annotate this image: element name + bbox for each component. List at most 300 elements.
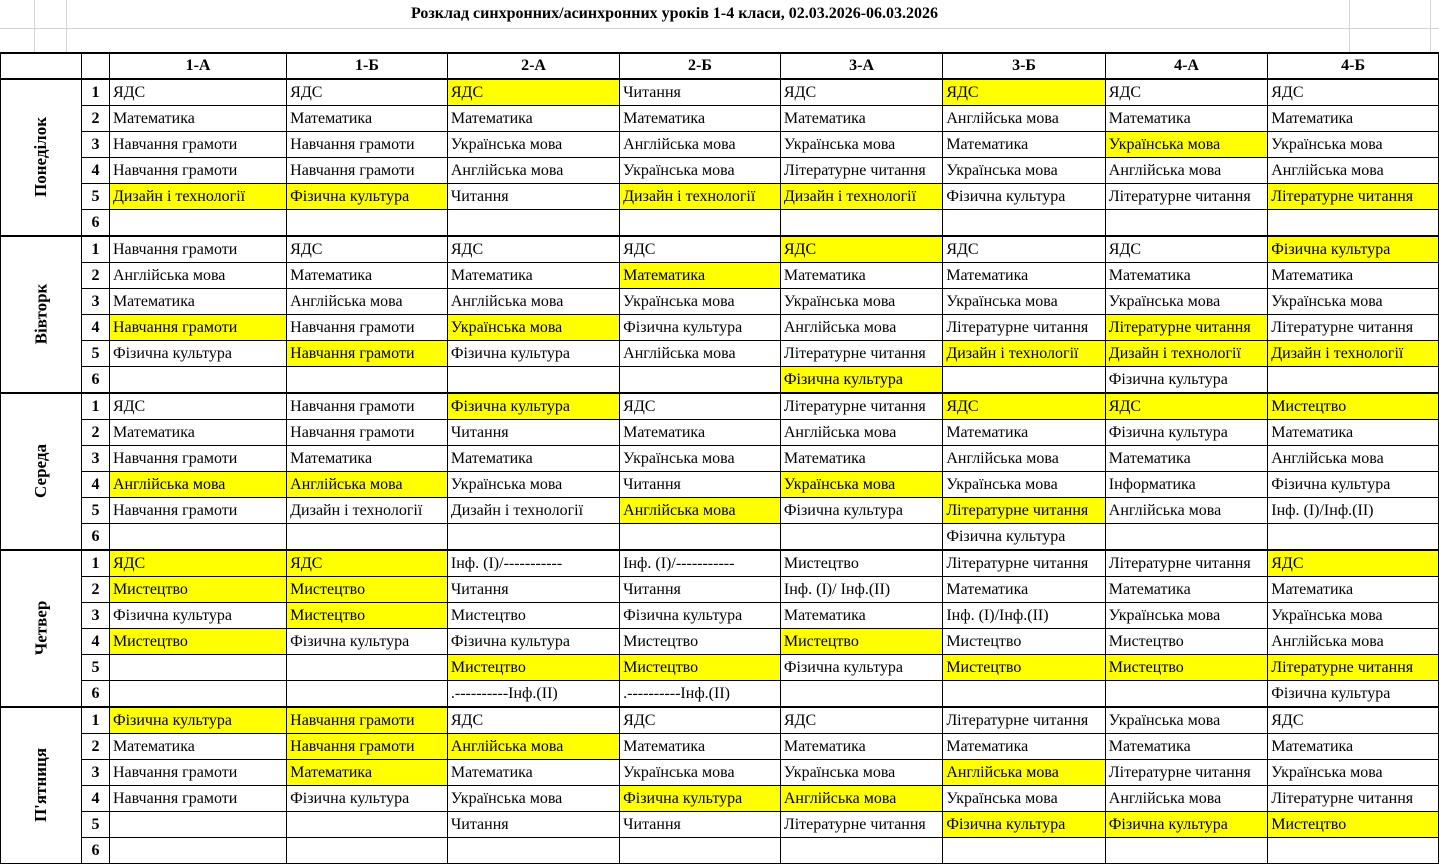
subject-cell: Дизайн і технології [109,184,286,210]
lesson-number: 4 [82,472,110,498]
subject-cell [109,838,286,864]
subject-cell [447,838,619,864]
subject-cell: Дизайн і технології [620,184,781,210]
subject-cell: ЯДС [943,393,1105,420]
subject-cell: Мистецтво [109,629,286,655]
subject-cell: Англійська мова [780,315,942,341]
subject-cell: Українська мова [620,158,781,184]
subject-cell: Математика [1105,106,1267,132]
lesson-row [1,289,1439,315]
subject-cell: Українська мова [1105,707,1267,734]
subject-cell: Читання [447,812,619,838]
subject-cell: Математика [109,420,286,446]
subject-cell: Літературне читання [943,550,1105,577]
lesson-number: 2 [82,263,110,289]
subject-cell: .----------Інф.(ІІ) [620,681,781,708]
subject-cell: ЯДС [109,550,286,577]
subject-cell: Інф. (І)/----------- [447,550,619,577]
subject-cell: Математика [287,446,448,472]
subject-cell [1268,838,1439,864]
day-label [1,79,82,236]
subject-cell: Літературне читання [1268,315,1439,341]
subject-cell: Літературне читання [780,341,942,367]
subject-cell: Мистецтво [1268,812,1439,838]
subject-cell: Навчання грамоти [109,132,286,158]
subject-cell: Літературне читання [1105,550,1267,577]
subject-cell: Мистецтво [447,603,619,629]
subject-cell [780,681,942,708]
subject-cell: Англійська мова [943,446,1105,472]
subject-cell: Дизайн і технології [287,498,448,524]
subject-cell: Англійська мова [447,158,619,184]
subject-cell: Фізична культура [620,315,781,341]
subject-cell: Мистецтво [620,655,781,681]
subject-cell: ЯДС [287,79,448,106]
corner-cell [1,53,82,79]
lesson-row [1,420,1439,446]
subject-cell: ЯДС [780,236,942,263]
subject-cell: Літературне читання [943,707,1105,734]
subject-cell [620,524,781,551]
subject-cell [1268,367,1439,394]
lesson-number: 1 [82,79,110,106]
lesson-number: 5 [82,655,110,681]
subject-cell [780,524,942,551]
subject-cell: Читання [620,472,781,498]
class-header: 4-Б [1268,53,1439,79]
subject-cell: Англійська мова [1105,498,1267,524]
lesson-number: 2 [82,577,110,603]
lesson-number: 6 [82,210,110,237]
lesson-row [1,734,1439,760]
lesson-number: 3 [82,132,110,158]
subject-cell: Мистецтво [287,603,448,629]
lesson-number: 4 [82,786,110,812]
subject-cell: Навчання грамоти [287,734,448,760]
subject-cell: ЯДС [943,236,1105,263]
subject-cell: Фізична культура [1105,367,1267,394]
subject-cell: ЯДС [1105,236,1267,263]
subject-cell: Мистецтво [1268,393,1439,420]
subject-cell: Навчання грамоти [287,707,448,734]
subject-cell [1105,524,1267,551]
subject-cell [1105,681,1267,708]
subject-cell: Літературне читання [1105,315,1267,341]
subject-cell [780,838,942,864]
subject-cell [943,367,1105,394]
lesson-number: 3 [82,760,110,786]
subject-cell [620,367,781,394]
subject-cell: Англійська мова [109,472,286,498]
subject-cell: Математика [1105,446,1267,472]
subject-cell: Інф. (І)/----------- [620,550,781,577]
day-label [1,393,82,550]
lesson-row [1,498,1439,524]
subject-cell: Фізична культура [620,603,781,629]
subject-cell [287,210,448,237]
lesson-number: 5 [82,341,110,367]
lesson-number: 1 [82,393,110,420]
lesson-number: 6 [82,838,110,864]
lesson-row [1,524,1439,551]
subject-cell: ЯДС [447,707,619,734]
subject-cell: Навчання грамоти [109,498,286,524]
subject-cell: Фізична культура [109,341,286,367]
subject-cell: ЯДС [1105,393,1267,420]
subject-cell [109,367,286,394]
subject-cell: Українська мова [620,760,781,786]
lesson-number: 1 [82,550,110,577]
subject-cell: Математика [1268,420,1439,446]
subject-cell: Математика [620,734,781,760]
lesson-row [1,838,1439,864]
subject-cell: ЯДС [447,236,619,263]
subject-cell: Українська мова [943,786,1105,812]
subject-cell: ЯДС [109,393,286,420]
subject-cell [287,681,448,708]
subject-cell [109,655,286,681]
subject-cell [1105,838,1267,864]
subject-cell: Українська мова [620,446,781,472]
subject-cell: Математика [943,420,1105,446]
lesson-row [1,629,1439,655]
subject-cell: ЯДС [1105,79,1267,106]
day-name: Понеділок [31,117,50,197]
subject-cell: Англійська мова [447,289,619,315]
subject-cell: Українська мова [447,786,619,812]
lesson-number: 1 [82,236,110,263]
lesson-number: 4 [82,629,110,655]
subject-cell [943,681,1105,708]
subject-cell: Українська мова [780,760,942,786]
lesson-row [1,446,1439,472]
class-header: 2-А [447,53,619,79]
subject-cell [287,655,448,681]
subject-cell: Мистецтво [780,550,942,577]
lesson-row [1,315,1439,341]
subject-cell: Літературне читання [780,393,942,420]
subject-cell [620,838,781,864]
subject-cell: Фізична культура [1268,681,1439,708]
lesson-number: 2 [82,420,110,446]
subject-cell: Англійська мова [943,106,1105,132]
lesson-row [1,655,1439,681]
subject-cell: Фізична культура [109,707,286,734]
subject-cell: ЯДС [109,79,286,106]
lesson-number: 4 [82,315,110,341]
subject-cell: Математика [287,760,448,786]
subject-cell: Українська мова [943,289,1105,315]
subject-cell: Математика [287,106,448,132]
day-label [1,550,82,707]
lesson-number: 4 [82,158,110,184]
subject-cell: Англійська мова [287,289,448,315]
subject-cell: Математика [780,734,942,760]
lesson-row [1,184,1439,210]
lesson-number: 1 [82,707,110,734]
subject-cell: Українська мова [780,289,942,315]
corner-cell [82,53,110,79]
subject-cell: Математика [1105,263,1267,289]
subject-cell: .----------Інф.(ІІ) [447,681,619,708]
subject-cell: Англійська мова [620,132,781,158]
subject-cell: Математика [1268,263,1439,289]
subject-cell: ЯДС [620,393,781,420]
lesson-number: 6 [82,681,110,708]
lesson-row [1,812,1439,838]
subject-cell: Математика [780,446,942,472]
subject-cell: ЯДС [287,550,448,577]
subject-cell: Фізична культура [287,629,448,655]
lesson-row [1,577,1439,603]
subject-cell: Англійська мова [780,420,942,446]
subject-cell: Англійська мова [780,786,942,812]
subject-cell [780,210,942,237]
lesson-row [1,681,1439,708]
subject-cell [1105,210,1267,237]
page-title: Розклад синхронних/асинхронних уроків 1-4 класи, 02.03.2026-06.03.2026 [410,5,939,22]
lesson-row [1,79,1439,106]
lesson-number: 5 [82,812,110,838]
subject-cell: Українська мова [447,315,619,341]
subject-cell: Літературне читання [943,315,1105,341]
subject-cell: Дизайн і технології [780,184,942,210]
subject-cell: Дизайн і технології [1105,341,1267,367]
subject-cell: Математика [620,420,781,446]
subject-cell: Українська мова [943,472,1105,498]
subject-cell: Навчання грамоти [287,132,448,158]
subject-cell: Українська мова [1105,603,1267,629]
subject-cell: Літературне читання [1268,655,1439,681]
subject-cell: Літературне читання [780,158,942,184]
subject-cell: Мистецтво [780,629,942,655]
lesson-row [1,132,1439,158]
subject-cell: Інф. (І)/ Інф.(ІІ) [780,577,942,603]
class-header-row [1,53,1439,79]
subject-cell: Математика [109,734,286,760]
subject-cell: Літературне читання [1105,184,1267,210]
day-label [1,707,82,864]
subject-cell: Українська мова [447,132,619,158]
subject-cell: Математика [447,263,619,289]
subject-cell: Фізична культура [287,786,448,812]
subject-cell: Фізична культура [780,655,942,681]
subject-cell: Українська мова [780,472,942,498]
subject-cell: Навчання грамоти [287,158,448,184]
lesson-number: 2 [82,106,110,132]
subject-cell: Математика [1268,577,1439,603]
subject-cell: Математика [1105,734,1267,760]
subject-cell [1268,210,1439,237]
subject-cell: Навчання грамоти [287,420,448,446]
subject-cell [109,524,286,551]
subject-cell: Англійська мова [1105,158,1267,184]
subject-cell: ЯДС [1268,550,1439,577]
subject-cell: Читання [447,184,619,210]
lesson-row [1,210,1439,237]
subject-cell: Українська мова [620,289,781,315]
subject-cell: ЯДС [1268,707,1439,734]
lesson-row [1,603,1439,629]
lesson-number: 3 [82,446,110,472]
subject-cell: Українська мова [1105,132,1267,158]
subject-cell: ЯДС [620,707,781,734]
subject-cell: Читання [620,577,781,603]
subject-cell [287,838,448,864]
subject-cell: Математика [447,446,619,472]
subject-cell: ЯДС [447,79,619,106]
subject-cell [109,681,286,708]
subject-cell: Українська мова [1268,603,1439,629]
subject-cell: Українська мова [1268,132,1439,158]
subject-cell: Літературне читання [1268,786,1439,812]
subject-cell: Англійська мова [1268,158,1439,184]
subject-cell [447,367,619,394]
subject-cell: Англійська мова [620,498,781,524]
gridline [1349,0,1350,52]
subject-cell: Інф. (І)/Інф.(ІІ) [943,603,1105,629]
subject-cell: Математика [780,263,942,289]
lesson-row [1,393,1439,420]
subject-cell: Фізична культура [620,786,781,812]
subject-cell: Фізична культура [287,184,448,210]
subject-cell: Математика [109,106,286,132]
class-header: 1-Б [287,53,448,79]
subject-cell [1268,524,1439,551]
subject-cell: Мистецтво [1105,629,1267,655]
subject-cell: Математика [943,132,1105,158]
lesson-row [1,367,1439,394]
subject-cell: Математика [620,263,781,289]
subject-cell: Фізична культура [1105,812,1267,838]
subject-cell: Фізична культура [1268,472,1439,498]
subject-cell: Літературне читання [780,812,942,838]
subject-cell: Фізична культура [447,341,619,367]
subject-cell: Математика [1268,734,1439,760]
lesson-row [1,236,1439,263]
subject-cell: Математика [447,760,619,786]
subject-cell: Мистецтво [1105,655,1267,681]
subject-cell [287,524,448,551]
lesson-number: 6 [82,367,110,394]
subject-cell: Українська мова [1105,289,1267,315]
subject-cell: Дизайн і технології [943,341,1105,367]
subject-cell: ЯДС [1268,79,1439,106]
subject-cell: Мистецтво [620,629,781,655]
subject-cell: ЯДС [620,236,781,263]
subject-cell: Українська мова [1268,289,1439,315]
subject-cell: Літературне читання [943,498,1105,524]
subject-cell: Математика [1105,577,1267,603]
lesson-number: 3 [82,289,110,315]
subject-cell [287,367,448,394]
day-name: Четвер [31,600,50,656]
subject-cell: Інформатика [1105,472,1267,498]
subject-cell: Мистецтво [943,655,1105,681]
subject-cell: Читання [620,79,781,106]
subject-cell [447,524,619,551]
subject-cell: Мистецтво [943,629,1105,655]
subject-cell: Навчання грамоти [109,158,286,184]
subject-cell: Мистецтво [287,577,448,603]
subject-cell: Навчання грамоти [109,760,286,786]
lesson-number: 5 [82,498,110,524]
subject-cell: Мистецтво [109,577,286,603]
subject-cell: Математика [943,734,1105,760]
subject-cell: Навчання грамоти [109,446,286,472]
subject-cell: Фізична культура [943,184,1105,210]
class-header: 3-А [780,53,942,79]
subject-cell: Англійська мова [1105,786,1267,812]
subject-cell: Англійська мова [1268,446,1439,472]
class-header: 2-Б [620,53,781,79]
class-header: 4-А [1105,53,1267,79]
subject-cell: Математика [943,577,1105,603]
lesson-row [1,106,1439,132]
subject-cell: Інф. (І)/Інф.(ІІ) [1268,498,1439,524]
subject-cell: Англійська мова [447,734,619,760]
subject-cell: Навчання грамоти [287,393,448,420]
subject-cell: Навчання грамоти [287,341,448,367]
subject-cell: ЯДС [287,236,448,263]
lesson-number: 3 [82,603,110,629]
subject-cell: Математика [109,289,286,315]
subject-cell [287,812,448,838]
subject-cell: Українська мова [447,472,619,498]
subject-cell: Фізична культура [447,393,619,420]
subject-cell [620,210,781,237]
subject-cell: Фізична культура [780,498,942,524]
day-name: П'ятниця [30,747,50,823]
subject-cell: Англійська мова [1268,629,1439,655]
lesson-row [1,158,1439,184]
subject-cell: Літературне читання [1268,184,1439,210]
subject-cell: Навчання грамоти [287,315,448,341]
subject-cell: Дизайн і технології [1268,341,1439,367]
lesson-row [1,472,1439,498]
subject-cell: Мистецтво [447,655,619,681]
subject-cell [109,210,286,237]
subject-cell: Математика [620,106,781,132]
day-name: Вівторк [30,283,50,345]
subject-cell: ЯДС [780,707,942,734]
lesson-row [1,707,1439,734]
subject-cell [447,210,619,237]
schedule-table [0,52,1439,864]
day-name: Середа [31,444,50,498]
subject-cell: Математика [287,263,448,289]
subject-cell: Англійська мова [109,263,286,289]
subject-cell: ЯДС [943,79,1105,106]
subject-cell: Фізична культура [943,812,1105,838]
subject-cell: Українська мова [1268,760,1439,786]
subject-cell: Дизайн і технології [447,498,619,524]
subject-cell: Фізична культура [1268,236,1439,263]
gridline [1430,0,1431,52]
subject-cell: Математика [1268,106,1439,132]
subject-cell [109,812,286,838]
subject-cell: Математика [943,263,1105,289]
subject-cell: Читання [447,577,619,603]
day-label [1,236,82,393]
subject-cell: Читання [447,420,619,446]
lesson-row [1,786,1439,812]
subject-cell: ЯДС [780,79,942,106]
subject-cell: Навчання грамоти [109,236,286,263]
lesson-row [1,760,1439,786]
subject-cell: Українська мова [943,158,1105,184]
subject-cell: Математика [447,106,619,132]
